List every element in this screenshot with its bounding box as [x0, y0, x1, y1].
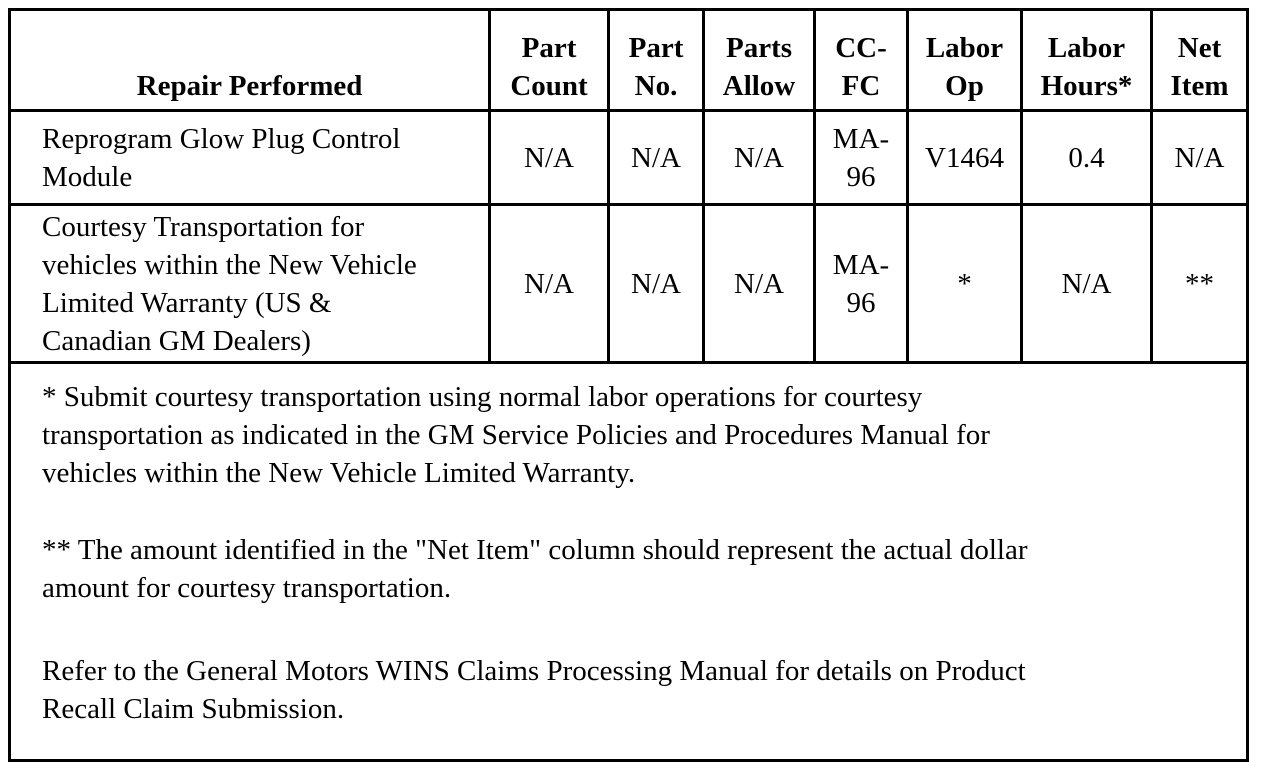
- header-part-count: Part Count: [490, 10, 609, 111]
- labor-hours-cell: 0.4: [1022, 111, 1152, 205]
- header-parts-allow: Parts Allow: [704, 10, 815, 111]
- net-item-note: ** The amount identified in the "Net Item" column should represent the actual dollar amount for courtesy transportation.: [42, 534, 1028, 604]
- table-row: [10, 205, 1248, 363]
- labor-op-cell: V1464: [908, 111, 1022, 205]
- header-labor-hours: Labor Hours*: [1022, 10, 1152, 111]
- labor-hours-cell: N/A: [1022, 205, 1152, 363]
- repair-performed-cell: Reprogram Glow Plug Control Module: [10, 111, 490, 205]
- header-repair-performed: Repair Performed: [10, 10, 490, 111]
- parts-allow-cell: N/A: [704, 205, 815, 363]
- header-labor-op: Labor Op: [908, 10, 1022, 111]
- part-count-cell: N/A: [490, 205, 609, 363]
- courtesy-transport-note: * Submit courtesy transportation using normal labor operations for courtesy transportation as indicated in the GM Service Policies and Procedures Manual for vehicles within the New Vehicle Limited Warranty.: [42, 381, 990, 489]
- header-net-item: Net Item: [1152, 10, 1248, 111]
- part-no-cell: N/A: [609, 111, 704, 205]
- cc-fc-cell: MA- 96: [815, 111, 908, 205]
- net-item-cell: N/A: [1152, 111, 1248, 205]
- parts-allow-cell: N/A: [704, 111, 815, 205]
- part-no-cell: N/A: [609, 205, 704, 363]
- header-row: [10, 10, 1248, 111]
- notes-row: [10, 363, 1248, 761]
- claim-table: [8, 8, 1249, 762]
- part-count-cell: N/A: [490, 111, 609, 205]
- net-item-cell: **: [1152, 205, 1248, 363]
- header-part-no: Part No.: [609, 10, 704, 111]
- notes-cell: [10, 363, 1248, 761]
- cc-fc-cell: MA- 96: [815, 205, 908, 363]
- header-cc-fc: CC- FC: [815, 10, 908, 111]
- table-row: [10, 111, 1248, 205]
- labor-op-cell: *: [908, 205, 1022, 363]
- repair-performed-cell: Courtesy Transportation for vehicles within the New Vehicle Limited Warranty (US & Canadian GM Dealers): [10, 205, 490, 363]
- wins-manual-note: Refer to the General Motors WINS Claims Processing Manual for details on Product Recall Claim Submission.: [42, 655, 1026, 725]
